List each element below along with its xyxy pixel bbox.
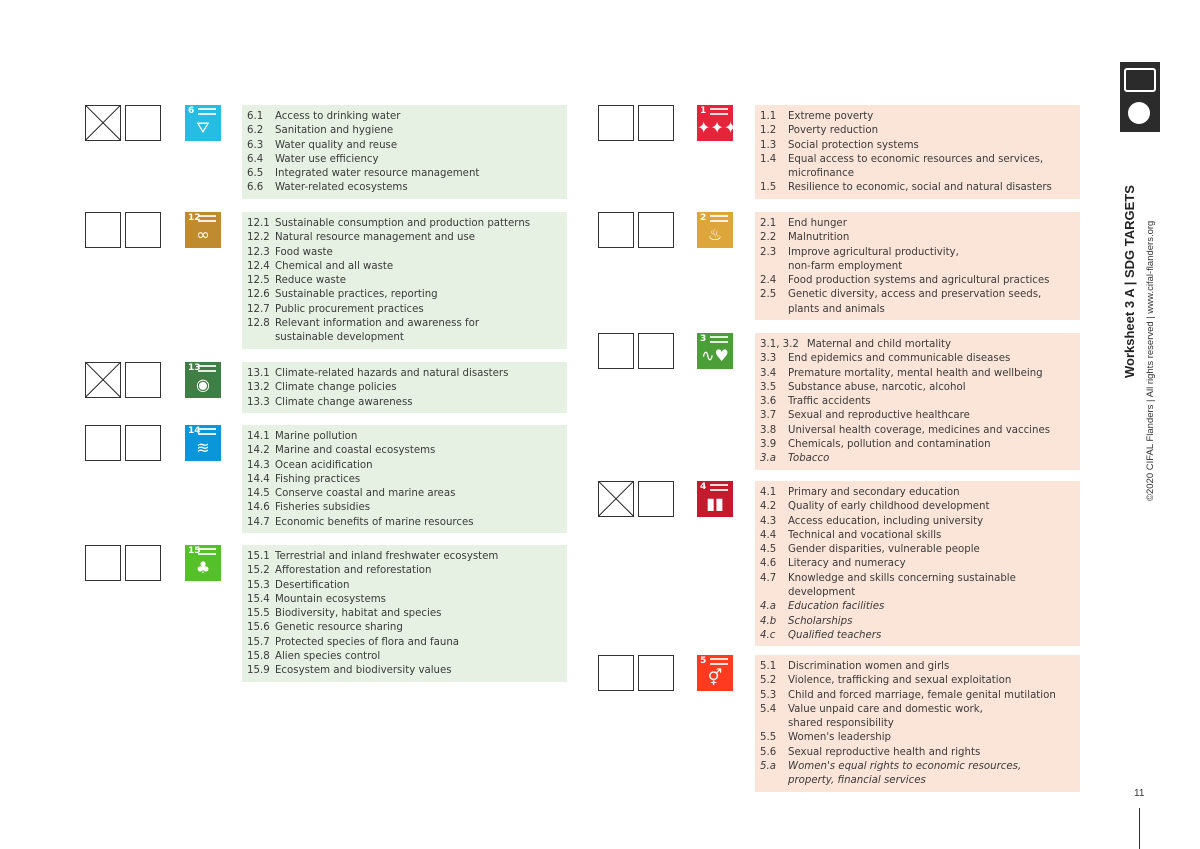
sdg-title-bars — [710, 484, 728, 491]
goal-15-checkbox-2[interactable] — [125, 545, 161, 581]
target-text: Water-related ecosystems — [275, 182, 408, 194]
sdg-pictogram: ♣ — [195, 558, 211, 577]
target-number: 12.4 — [247, 260, 270, 272]
target-number: 4.6 — [760, 558, 777, 570]
target-text: Discrimination women and girls — [788, 661, 950, 672]
target-text: Marine pollution — [275, 431, 358, 442]
target-row — [247, 579, 559, 593]
target-text: Protected species of flora and fauna — [275, 636, 460, 648]
target-row — [760, 153, 1072, 182]
target-number: 15.6 — [247, 622, 270, 634]
target-row — [760, 438, 1072, 452]
goal-12-checkbox-2[interactable] — [125, 212, 161, 248]
target-row — [760, 381, 1072, 395]
target-row — [247, 607, 559, 621]
target-row — [247, 231, 559, 245]
sdg-title-bars — [198, 548, 216, 555]
target-number: 5.3 — [760, 689, 777, 701]
target-row — [247, 153, 559, 167]
sdg-title-bars — [198, 365, 216, 372]
sdg-goal-number: 14 — [188, 426, 201, 436]
goal-14-checkbox-1[interactable] — [85, 425, 121, 461]
sdg-pictogram: ◉ — [196, 375, 210, 394]
target-row — [760, 231, 1072, 245]
target-text: Equal access to economic resources and services, microfinance — [788, 153, 1044, 180]
target-text: Relevant information and awareness for sustainable development — [275, 318, 480, 344]
fish-icon — [185, 425, 221, 461]
target-number: 1.2 — [760, 125, 777, 137]
target-text: Climate-related hazards and natural disasters — [275, 368, 509, 379]
target-row — [760, 124, 1072, 138]
goal-15-targets-panel — [242, 545, 567, 682]
target-number: 15.1 — [247, 551, 270, 562]
target-row — [247, 444, 559, 458]
target-row — [760, 452, 1072, 466]
page-number: 11 — [1134, 788, 1145, 799]
target-text: Gender disparities, vulnerable people — [788, 544, 980, 556]
sdg-title-bars — [710, 658, 728, 665]
sdg-title-bars — [198, 108, 216, 115]
target-row — [760, 217, 1072, 231]
sdg-pictogram: ∞ — [196, 225, 210, 244]
target-text: Education facilities — [788, 601, 885, 613]
target-number: 3.7 — [760, 410, 777, 422]
gender-equality-icon — [697, 655, 733, 691]
target-row — [247, 430, 559, 444]
target-number: 5.6 — [760, 746, 777, 758]
sdg-goal-number: 3 — [700, 334, 707, 344]
target-number: 6.3 — [247, 139, 264, 151]
sdg-title-bars — [710, 215, 728, 222]
target-number: 12.6 — [247, 289, 270, 301]
target-text: Reduce waste — [275, 275, 347, 287]
target-text: Sexual reproductive health and rights — [788, 746, 981, 758]
page-divider — [1139, 808, 1140, 849]
target-number: 3.3 — [760, 353, 777, 365]
sdg-goal-number: 1 — [700, 106, 707, 116]
target-number: 1.4 — [760, 153, 777, 165]
target-number: 6.1 — [247, 111, 264, 122]
tree-icon — [185, 545, 221, 581]
target-text: Sexual and reproductive healthcare — [788, 410, 970, 422]
target-text: Extreme poverty — [788, 111, 874, 122]
sdg-pictogram: ≋ — [196, 438, 210, 457]
target-text: Ocean acidification — [275, 459, 373, 471]
target-row — [760, 288, 1072, 317]
goal-1-checkbox-1[interactable] — [598, 105, 634, 141]
target-text: Women's leadership — [788, 732, 892, 744]
target-row — [760, 731, 1072, 745]
goal-5-checkbox-1[interactable] — [598, 655, 634, 691]
sdg-pictogram: ♨ — [707, 225, 723, 244]
sdg-pictogram: ▮▮ — [706, 494, 724, 513]
goal-12-checkbox-1[interactable] — [85, 212, 121, 248]
target-row — [760, 689, 1072, 703]
target-number: 4.a — [760, 601, 776, 613]
target-text: Violence, trafficking and sexual exploitation — [788, 675, 1012, 687]
target-row — [760, 557, 1072, 571]
goal-3-checkbox-2[interactable] — [638, 333, 674, 369]
sdg-goal-number: 12 — [188, 213, 201, 223]
target-text: Water use efficiency — [275, 153, 379, 165]
target-text: Quality of early childhood development — [788, 501, 990, 513]
target-text: Social protection systems — [788, 139, 919, 151]
target-row — [760, 139, 1072, 153]
target-row — [247, 139, 559, 153]
target-row — [247, 124, 559, 138]
unitar-logo-mark — [1124, 68, 1156, 92]
target-row — [247, 217, 559, 231]
target-number: 14.1 — [247, 431, 270, 442]
target-text: Climate change awareness — [275, 396, 413, 408]
target-row — [247, 246, 559, 260]
goal-2-checkbox-2[interactable] — [638, 212, 674, 248]
target-number: 5.1 — [760, 661, 777, 672]
target-number: 15.3 — [247, 579, 270, 591]
target-text: Terrestrial and inland freshwater ecosystem — [275, 551, 499, 562]
target-text: Biodiversity, habitat and species — [275, 608, 442, 620]
target-row — [247, 650, 559, 664]
target-number: 13.2 — [247, 382, 270, 394]
target-row — [760, 409, 1072, 423]
target-number: 12.8 — [247, 318, 270, 330]
target-text: Knowledge and skills concerning sustainable development — [788, 572, 1016, 599]
target-row — [247, 367, 559, 381]
sdg-title-bars — [198, 428, 216, 435]
target-row — [247, 317, 559, 346]
target-text: Natural resource management and use — [275, 232, 476, 244]
target-text: Public procurement practices — [275, 303, 424, 315]
target-number: 2.2 — [760, 232, 777, 244]
target-number: 3.8 — [760, 424, 777, 436]
target-row — [760, 615, 1072, 629]
target-row — [760, 703, 1072, 732]
target-text: Chemicals, pollution and contamination — [788, 439, 991, 451]
target-number: 6.6 — [247, 182, 264, 194]
target-row — [760, 674, 1072, 688]
target-text: Chemical and all waste — [275, 260, 394, 272]
target-row — [760, 746, 1072, 760]
goal-13-targets-panel — [242, 362, 567, 413]
target-row — [247, 396, 559, 410]
target-row — [247, 593, 559, 607]
goal-5-targets-panel — [755, 655, 1080, 792]
goal-1-targets-panel — [755, 105, 1080, 199]
target-row — [247, 274, 559, 288]
sdg-goal-number: 5 — [700, 656, 707, 666]
target-text: Desertification — [275, 579, 350, 591]
target-number: 3.5 — [760, 381, 777, 393]
target-text: Tobacco — [788, 453, 830, 465]
target-text: Technical and vocational skills — [788, 529, 942, 541]
target-text: Climate change policies — [275, 382, 397, 394]
target-number: 2.3 — [760, 246, 777, 258]
target-row — [247, 473, 559, 487]
target-row — [760, 367, 1072, 381]
target-row — [760, 660, 1072, 674]
target-number: 4.b — [760, 615, 777, 627]
sdg-goal-number: 2 — [700, 213, 707, 223]
goal-14-targets-panel — [242, 425, 567, 533]
sdg-goal-number: 15 — [188, 546, 201, 556]
target-text: Poverty reduction — [788, 125, 879, 137]
goal-15-checkbox-1[interactable] — [85, 545, 121, 581]
target-number: 13.3 — [247, 396, 270, 408]
target-text: Ecosystem and biodiversity values — [275, 665, 452, 677]
target-row — [760, 486, 1072, 500]
goal-6-checkbox-1[interactable] — [85, 105, 121, 141]
goal-2-targets-panel — [755, 212, 1080, 320]
flanders-logo-mark — [1128, 102, 1150, 124]
sdg-pictogram: ✦✦✦ — [697, 118, 738, 137]
water-drop-icon — [185, 105, 221, 141]
target-text: Substance abuse, narcotic, alcohol — [788, 381, 966, 393]
copyright-line: ©2020 CIFAL Flanders | All rights reserved | www.cifal-flanders.org — [1145, 220, 1156, 501]
target-number: 15.4 — [247, 593, 270, 605]
target-text: Access education, including university — [788, 515, 984, 527]
target-number: 12.3 — [247, 246, 270, 258]
target-row — [760, 515, 1072, 529]
sdg-title-bars — [198, 215, 216, 222]
target-text: End epidemics and communicable diseases — [788, 353, 1011, 365]
target-number: 4.7 — [760, 572, 777, 584]
target-row — [247, 636, 559, 650]
target-number: 1.3 — [760, 139, 777, 151]
target-row — [247, 564, 559, 578]
target-number: 3.9 — [760, 439, 777, 451]
target-text: Afforestation and reforestation — [275, 565, 432, 577]
target-number: 3.6 — [760, 396, 777, 408]
target-text: Fishing practices — [275, 473, 361, 485]
target-number: 6.5 — [247, 168, 264, 180]
target-number: 14.7 — [247, 516, 270, 528]
target-number: 4.c — [760, 629, 776, 641]
sdg-goal-number: 13 — [188, 363, 201, 373]
goal-3-targets-panel — [755, 333, 1080, 470]
target-row — [247, 288, 559, 302]
goal-14-checkbox-2[interactable] — [125, 425, 161, 461]
target-row — [247, 167, 559, 181]
target-row — [247, 181, 559, 195]
target-number: 4.5 — [760, 544, 777, 556]
target-text: Universal health coverage, medicines and vaccines — [788, 424, 1051, 436]
target-text: Water quality and reuse — [275, 139, 398, 151]
target-row — [760, 500, 1072, 514]
sdg-pictogram: ⛛ — [196, 118, 210, 137]
target-text: Economic benefits of marine resources — [275, 516, 474, 528]
target-text: Child and forced marriage, female genital mutilation — [788, 689, 1056, 701]
target-row — [247, 110, 559, 124]
target-text: Food waste — [275, 246, 333, 258]
target-number: 5.5 — [760, 732, 777, 744]
target-text: Value unpaid care and domestic work, shared responsibility — [788, 703, 983, 730]
target-number: 14.4 — [247, 473, 270, 485]
target-row — [247, 516, 559, 530]
target-row — [760, 529, 1072, 543]
target-number: 1.1 — [760, 111, 777, 122]
target-number: 14.5 — [247, 488, 270, 500]
cifal-logo — [1120, 62, 1160, 132]
target-row — [760, 352, 1072, 366]
goal-3-checkbox-1[interactable] — [598, 333, 634, 369]
target-row — [760, 600, 1072, 614]
target-text: Genetic diversity, access and preservation seeds, plants and animals — [788, 289, 1042, 315]
target-text: Integrated water resource management — [275, 168, 480, 180]
target-number: 2.5 — [760, 289, 777, 301]
sdg-title-bars — [710, 108, 728, 115]
target-row — [247, 487, 559, 501]
target-row — [247, 501, 559, 515]
target-row — [247, 664, 559, 678]
target-text: Fisheries subsidies — [275, 502, 371, 514]
sdg-pictogram: ⚥ — [707, 668, 723, 687]
target-row — [247, 260, 559, 274]
goal-2-checkbox-1[interactable] — [598, 212, 634, 248]
target-number: 4.2 — [760, 501, 777, 513]
target-number: 3.1, 3.2 — [760, 339, 799, 350]
target-number: 1.5 — [760, 182, 777, 194]
target-number: 4.3 — [760, 515, 777, 527]
goal-4-checkbox-1[interactable] — [598, 481, 634, 517]
target-row — [760, 760, 1072, 789]
sdg-goal-number: 4 — [700, 482, 707, 492]
target-text: Premature mortality, mental health and wellbeing — [788, 367, 1043, 379]
target-text: Literacy and numeracy — [788, 558, 906, 570]
target-text: End hunger — [788, 218, 847, 229]
target-text: Genetic resource sharing — [275, 622, 403, 634]
target-row — [247, 459, 559, 473]
goal-4-checkbox-2[interactable] — [638, 481, 674, 517]
target-row — [247, 303, 559, 317]
goal-6-checkbox-2[interactable] — [125, 105, 161, 141]
target-number: 3.4 — [760, 367, 777, 379]
target-text: Access to drinking water — [275, 111, 401, 122]
target-text: Malnutrition — [788, 232, 850, 244]
target-row — [760, 246, 1072, 275]
target-number: 15.9 — [247, 665, 270, 677]
target-number: 5.2 — [760, 675, 777, 687]
target-row — [760, 338, 1072, 352]
target-text: Qualified teachers — [788, 629, 882, 641]
target-number: 4.1 — [760, 487, 777, 498]
target-number: 3.a — [760, 453, 776, 465]
target-number: 5.4 — [760, 703, 777, 715]
target-row — [247, 621, 559, 635]
target-row — [760, 629, 1072, 643]
target-text: Resilience to economic, social and natural disasters — [788, 182, 1052, 194]
target-number: 14.3 — [247, 459, 270, 471]
bowl-icon — [697, 212, 733, 248]
target-row — [760, 110, 1072, 124]
goal-13-checkbox-2[interactable] — [125, 362, 161, 398]
target-text: Mountain ecosystems — [275, 593, 386, 605]
goal-13-checkbox-1[interactable] — [85, 362, 121, 398]
target-text: Marine and coastal ecosystems — [275, 445, 436, 457]
target-text: Conserve coastal and marine areas — [275, 488, 456, 500]
target-text: Improve agricultural productivity, non-farm employment — [788, 246, 959, 272]
target-number: 12.1 — [247, 218, 270, 229]
target-text: Food production systems and agricultural practices — [788, 275, 1050, 287]
target-row — [247, 550, 559, 564]
infinity-icon — [185, 212, 221, 248]
eye-globe-icon — [185, 362, 221, 398]
target-row — [760, 181, 1072, 195]
target-number: 13.1 — [247, 368, 270, 379]
target-row — [760, 424, 1072, 438]
worksheet-title: Worksheet 3 A | SDG TARGETS — [1122, 185, 1137, 378]
target-text: Sustainable practices, reporting — [275, 289, 438, 301]
target-text: Traffic accidents — [788, 396, 871, 408]
target-row — [247, 381, 559, 395]
target-row — [760, 543, 1072, 557]
target-text: Sustainable consumption and production patterns — [275, 218, 531, 229]
goal-1-checkbox-2[interactable] — [638, 105, 674, 141]
target-text: Primary and secondary education — [788, 487, 960, 498]
target-number: 15.8 — [247, 651, 270, 663]
target-number: 5.a — [760, 761, 776, 773]
target-number: 14.2 — [247, 445, 270, 457]
target-text: Women's equal rights to economic resources, property, financial services — [788, 761, 1022, 787]
goal-12-targets-panel — [242, 212, 567, 349]
target-number: 15.2 — [247, 565, 270, 577]
goal-4-targets-panel — [755, 481, 1080, 646]
target-row — [760, 395, 1072, 409]
target-text: Sanitation and hygiene — [275, 125, 394, 137]
book-icon — [697, 481, 733, 517]
target-row — [760, 274, 1072, 288]
target-row — [760, 572, 1072, 601]
goal-5-checkbox-2[interactable] — [638, 655, 674, 691]
sdg-title-bars — [710, 336, 728, 343]
target-number: 14.6 — [247, 502, 270, 514]
target-text: Alien species control — [275, 651, 381, 663]
target-number: 2.1 — [760, 218, 777, 229]
family-icon — [697, 105, 738, 141]
target-number: 6.2 — [247, 125, 264, 137]
target-number: 12.5 — [247, 275, 270, 287]
target-number: 4.4 — [760, 529, 777, 541]
goal-6-targets-panel — [242, 105, 567, 199]
sdg-goal-number: 6 — [188, 106, 195, 116]
target-number: 6.4 — [247, 153, 264, 165]
heartbeat-icon — [697, 333, 733, 369]
target-text: Scholarships — [788, 615, 853, 627]
target-number: 12.2 — [247, 232, 270, 244]
sdg-pictogram: ∿♥ — [701, 346, 729, 365]
target-number: 15.7 — [247, 636, 270, 648]
target-text: Maternal and child mortality — [806, 339, 952, 350]
target-number: 2.4 — [760, 275, 777, 287]
target-number: 15.5 — [247, 608, 270, 620]
target-number: 12.7 — [247, 303, 270, 315]
